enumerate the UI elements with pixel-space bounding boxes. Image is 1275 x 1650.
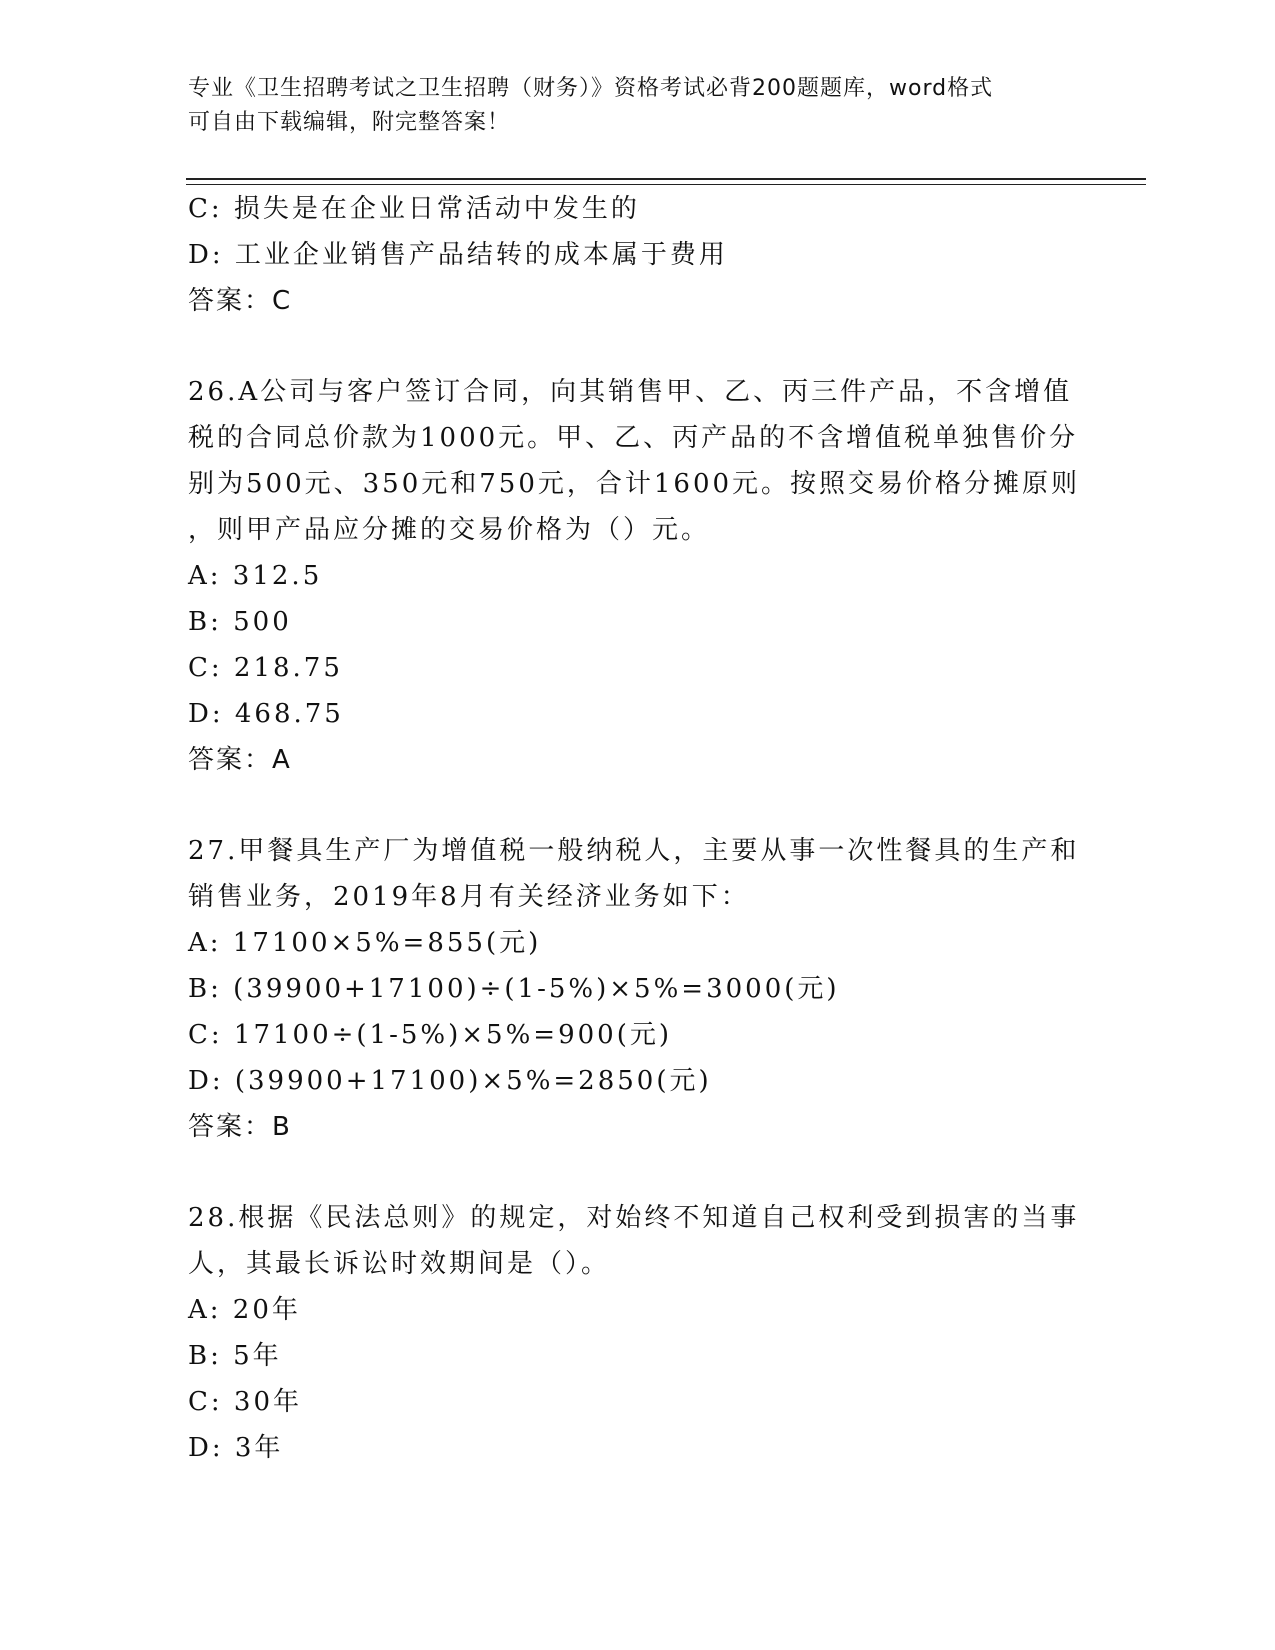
header-rule-thin [186, 184, 1146, 185]
option-d: D: 工业企业销售产品结转的成本属于费用 [188, 240, 728, 270]
partial-question [188, 186, 1088, 324]
question-text-line: 别为500元、350元和750元，合计1600元。按照交易价格分摊原则 [188, 469, 1081, 499]
option-c: C: 17100÷(1-5%)×5%=900(元) [188, 1020, 673, 1050]
option-d: D: 468.75 [188, 699, 344, 729]
option-c: C: 损失是在企业日常活动中发生的 [188, 194, 640, 224]
option-b: B: 500 [188, 607, 292, 637]
option-b: B: 5年 [188, 1341, 282, 1371]
question-28 [188, 1195, 1088, 1471]
question-text-line: 27.甲餐具生产厂为增值税一般纳税人，主要从事一次性餐具的生产和 [188, 836, 1080, 866]
question-26 [188, 369, 1088, 783]
option-a: A: 20年 [188, 1295, 301, 1325]
answer: 答案：A [188, 745, 292, 775]
document-header [188, 72, 1088, 140]
option-a: A: 17100×5%=855(元) [188, 928, 542, 958]
header-rule-thick [186, 178, 1146, 180]
header-line-1: 专业《卫生招聘考试之卫生招聘（财务）》资格考试必背200题题库，word格式 [188, 76, 994, 101]
question-text-line: 28.根据《民法总则》的规定，对始终不知道自己权利受到损害的当事 [188, 1203, 1080, 1233]
answer: 答案：B [188, 1112, 292, 1142]
option-d: D: (39900+17100)×5%=2850(元) [188, 1066, 712, 1096]
question-text-line: 税的合同总价款为1000元。甲、乙、丙产品的不含增值税单独售价分 [188, 423, 1079, 453]
question-text-line: 销售业务，2019年8月有关经济业务如下： [188, 882, 750, 912]
question-text-line: 人，其最长诉讼时效期间是（）。 [188, 1249, 611, 1279]
option-d: D: 3年 [188, 1433, 284, 1463]
option-a: A: 312.5 [188, 561, 323, 591]
question-text-line: 26.A公司与客户签订合同，向其销售甲、乙、丙三件产品，不含增值 [188, 377, 1073, 407]
answer: 答案：C [188, 286, 293, 316]
option-b: B: (39900+17100)÷(1-5%)×5%=3000(元) [188, 974, 840, 1004]
document-body [188, 186, 1088, 1471]
option-c: C: 30年 [188, 1387, 303, 1417]
question-text-line: ，则甲产品应分摊的交易价格为（）元。 [188, 515, 711, 545]
header-line-2: 可自由下载编辑，附完整答案！ [188, 110, 511, 135]
question-27 [188, 828, 1088, 1150]
option-c: C: 218.75 [188, 653, 343, 683]
